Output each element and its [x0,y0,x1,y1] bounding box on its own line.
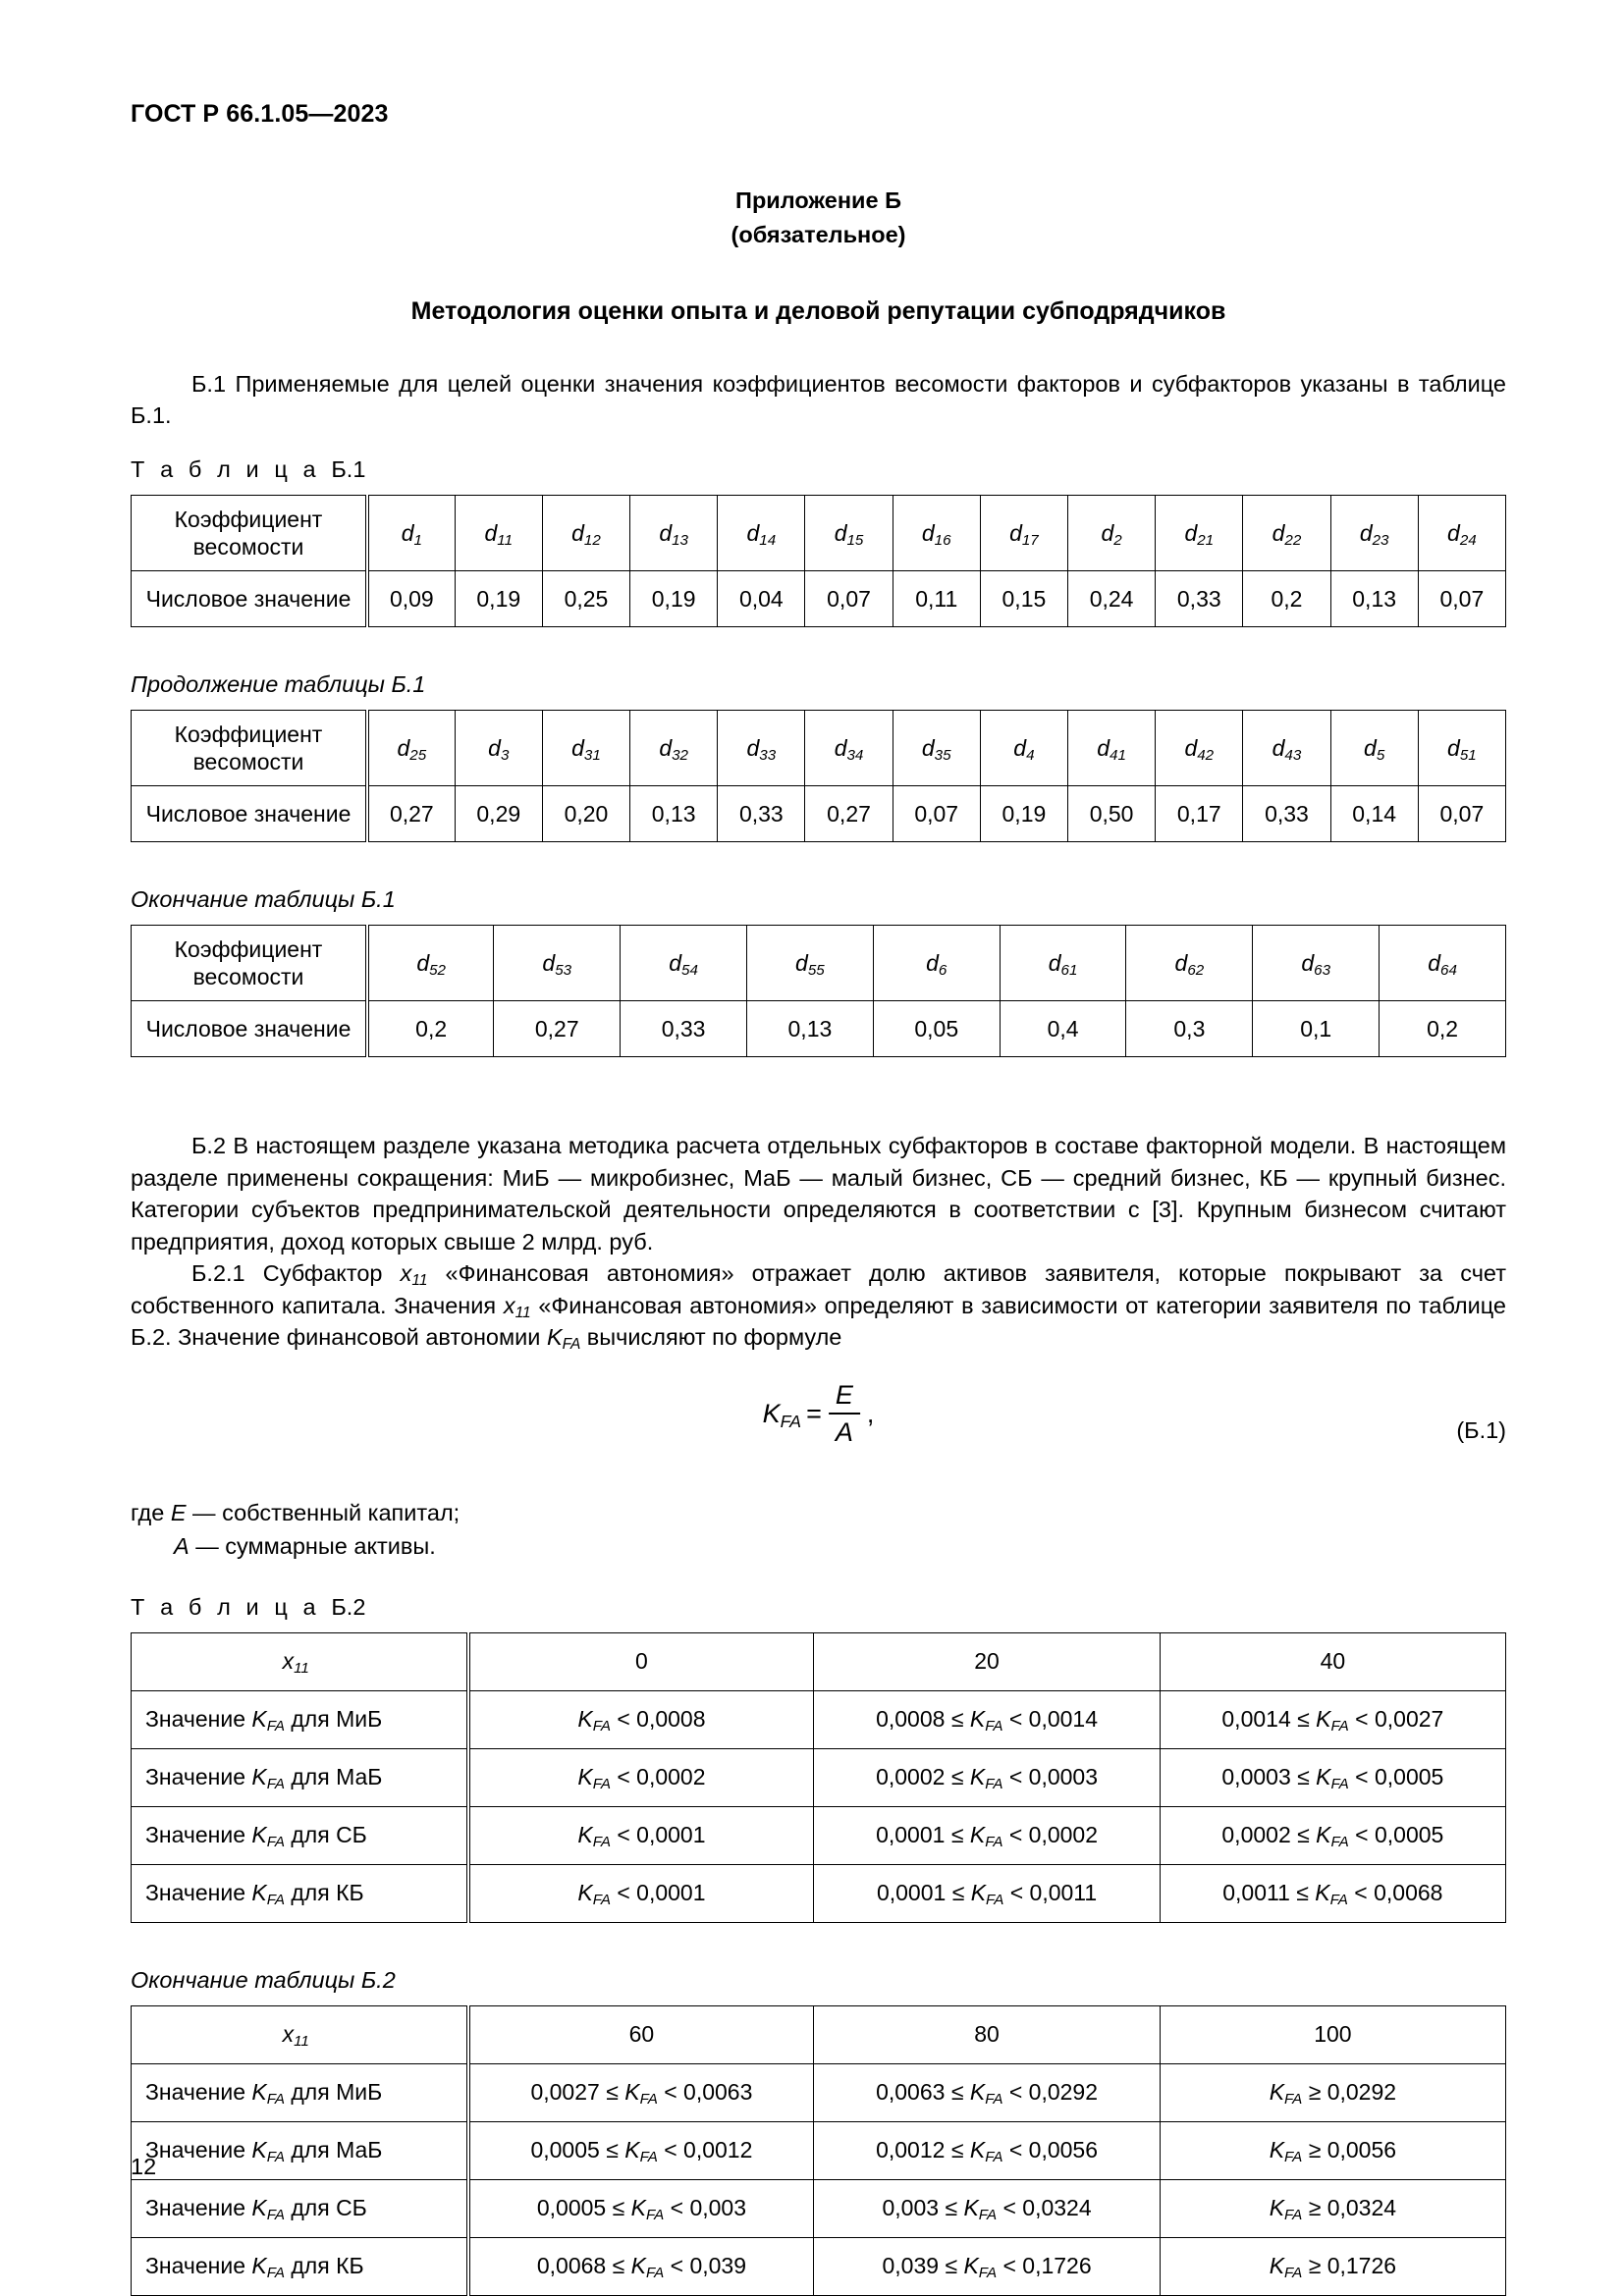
table-b1-value-label: Числовое значение [132,786,368,842]
table-b2-row-label: Значение $K_{FA}$ для МаБ [132,2121,468,2179]
annex-header [131,184,1506,252]
table-cell: $K_{FA} \ge 0,0056$ [1160,2121,1505,2179]
table-b1-col-symbol: $d_{21}$ [1156,496,1243,571]
table-b1-part1 [131,495,1506,627]
symbol-x11: $x_{11}$ [400,1260,428,1290]
table-b1-col-symbol: $d_6$ [873,926,1000,1001]
table-cell: 0,19 [630,571,718,627]
row-label-prefix: Значение [145,1822,252,1848]
table-b1-part3 [131,925,1506,1057]
row-label-prefix: Значение [145,1764,252,1790]
table-cell: $K_{FA} < 0,0001$ [468,1806,814,1864]
table-b1-value-label: Числовое значение [132,571,368,627]
table-cell: 0,04 [718,571,805,627]
table-b2-row-label: Значение $K_{FA}$ для МаБ [132,1748,468,1806]
table-cell: $0,0014 \le K_{FA} < 0,0027$ [1160,1690,1505,1748]
table-b2-row-label: Значение $K_{FA}$ для КБ [132,2237,468,2295]
table-cell: $0,0011 \le K_{FA} < 0,0068$ [1160,1864,1505,1922]
table-b1-col-symbol: $d_{15}$ [805,496,893,571]
table-row [132,711,1506,786]
row-label-prefix: Значение [145,2253,252,2279]
table-cell: $K_{FA} \ge 0,0324$ [1160,2179,1505,2237]
symbol-x11: $x_{11}$ [503,1292,531,1321]
row-label-prefix: Значение [145,2137,252,2163]
table-b2-part1 [131,1632,1506,1923]
paragraph-b21-part1: Б.2.1 Субфактор [191,1260,401,1287]
table-b2-row-label: Значение $K_{FA}$ для СБ [132,2179,468,2237]
table-b1-col-symbol: $d_{13}$ [630,496,718,571]
table-b1-caption [131,455,1506,483]
table-b1-header-label: Коэффициент весомости [132,926,368,1001]
table-cell: 0,07 [893,786,980,842]
table-cell: $K_{FA} \ge 0,1726$ [1160,2237,1505,2295]
table-b1-col-symbol: $d_{23}$ [1330,496,1418,571]
table-b1-col-symbol: $d_{54}$ [621,926,747,1001]
table-b1-col-symbol: $d_{11}$ [455,496,542,571]
paragraph-b1: Б.1 Применяемые для целей оценки значения коэффициентов весомости факторов и субфакторов указаны в таблице Б.1. [131,371,1506,429]
table-row [132,1001,1506,1057]
table-cell: 0,19 [980,786,1067,842]
table-cell: $0,0008 \le K_{FA} < 0,0014$ [814,1690,1160,1748]
table-cell: $0,0001 \le K_{FA} < 0,0011$ [814,1864,1160,1922]
table-cell: $0,0068 \le K_{FA} < 0,039$ [468,2237,814,2295]
table-b2-caption [131,1593,1506,1621]
row-label-suffix: для КБ [285,1880,364,1906]
table-cell: 0,27 [805,786,893,842]
table-cell: 0,27 [367,786,455,842]
page-number: 12 [131,2154,157,2179]
table-b1-header-label: Коэффициент весомости [132,496,368,571]
where-symbol-a: A [174,1533,189,1560]
where-block [131,1496,1506,1563]
table-cell: 0,07 [1418,571,1505,627]
table-cell: 0,4 [1000,1001,1126,1057]
table-cell: 0,07 [1418,786,1505,842]
table-row [132,2237,1506,2295]
row-label-prefix: Значение [145,2195,252,2221]
formula-number: (Б.1) [1456,1417,1506,1444]
paragraph-b21-part2: «Финансовая автономия» отражает долю активов заявителя, которые покрывают за счет собственного капитала. Значения [131,1260,1506,1318]
row-label-suffix: для МиБ [285,1706,383,1733]
table-b1-caption-prefix: Т а б л и ц а [131,455,321,482]
table-cell: 0,13 [1330,571,1418,627]
table-cell: 0,24 [1068,571,1156,627]
row-label-suffix: для МаБ [285,1764,383,1790]
paragraph-b2: Б.2 В настоящем разделе указана методика расчета отдельных субфакторов в составе факторной модели. В настоящем разделе применены сокращения: МиБ — микробизнес, МаБ — малый бизнес, СБ — средний бизнес, КБ — крупный бизнес. Категории субъектов предпринимательской деятельности определяются в соответствии с [3]. Крупным бизнесом считают предприятия, доход которых свыше 2 млрд. руб. [131,1133,1506,1255]
table-cell: 0,13 [630,786,718,842]
table-cell: $0,039 \le K_{FA} < 0,1726$ [814,2237,1160,2295]
annex-status: (обязательное) [731,221,906,247]
table-b1-col-symbol: $d_{52}$ [367,926,494,1001]
row-label-prefix: Значение [145,2079,252,2106]
paragraph-b21-part4: вычисляют по формуле [580,1323,842,1350]
table-b2-column-header: 60 [468,2005,814,2063]
table-b2-row-label: Значение $K_{FA}$ для МиБ [132,2063,468,2121]
table-row [132,1748,1506,1806]
table-b2-column-header: 40 [1160,1632,1505,1690]
table-b2-caption-name: Б.2 [331,1593,366,1620]
annex-label: Приложение Б [735,187,901,213]
table-cell: 0,33 [1243,786,1330,842]
table-b1-col-symbol: $d_{62}$ [1126,926,1253,1001]
table-b1-col-symbol: $d_{33}$ [718,711,805,786]
table-b1-col-symbol: $d_{14}$ [718,496,805,571]
table-b2-column-header: 20 [814,1632,1160,1690]
where-line-2 [131,1529,1506,1563]
table-b1-continuation-caption: Продолжение таблицы Б.1 [131,671,426,698]
table-b1-col-symbol: $d_{55}$ [746,926,873,1001]
table-row [132,2063,1506,2121]
table-b1-col-symbol: $d_{53}$ [494,926,621,1001]
table-cell: $0,0063 \le K_{FA} < 0,0292$ [814,2063,1160,2121]
table-cell: $0,0001 \le K_{FA} < 0,0002$ [814,1806,1160,1864]
table-cell: 0,14 [1330,786,1418,842]
table-row [132,2005,1506,2063]
table-cell: $0,0005 \le K_{FA} < 0,0012$ [468,2121,814,2179]
table-b1-col-symbol: $d_{25}$ [367,711,455,786]
table-cell: 0,15 [980,571,1067,627]
table-cell: 0,2 [1380,1001,1506,1057]
running-head: ГОСТ Р 66.1.05—2023 [131,100,389,128]
table-cell: 0,17 [1156,786,1243,842]
row-label-prefix: Значение [145,1880,252,1906]
table-cell: $0,0002 \le K_{FA} < 0,0005$ [1160,1806,1505,1864]
table-cell: 0,05 [873,1001,1000,1057]
table-cell: 0,50 [1068,786,1156,842]
where-intro: где [131,1500,171,1526]
table-b1-col-symbol: $d_1$ [367,496,455,571]
where-definition-a: — суммарные активы. [189,1533,436,1560]
table-cell: $K_{FA} \ge 0,0292$ [1160,2063,1505,2121]
table-cell: 0,29 [455,786,542,842]
formula-b1 [763,1380,875,1448]
table-cell: 0,25 [542,571,629,627]
table-b2-part2 [131,2005,1506,2296]
table-b1-end-caption: Окончание таблицы Б.1 [131,886,396,913]
formula-denominator: A [829,1413,860,1448]
table-cell: 0,33 [1156,571,1243,627]
formula-fraction [829,1380,860,1448]
table-b1-value-label: Числовое значение [132,1001,368,1057]
table-row [132,2179,1506,2237]
row-label-suffix: для СБ [285,1822,367,1848]
table-b1-col-symbol: $d_{24}$ [1418,496,1505,571]
formula-b1-row [131,1380,1506,1470]
paragraph-b21 [131,1257,1506,1353]
table-cell: 0,13 [746,1001,873,1057]
table-b1-col-symbol: $d_3$ [455,711,542,786]
row-label-prefix: Значение [145,1706,252,1733]
row-label-suffix: для СБ [285,2195,367,2221]
table-cell: $0,0027 \le K_{FA} < 0,0063$ [468,2063,814,2121]
table-b2-caption-prefix: Т а б л и ц а [131,1593,321,1620]
formula-numerator: E [835,1380,853,1411]
table-b1-col-symbol: $d_{16}$ [893,496,980,571]
table-row [132,786,1506,842]
table-b1-col-symbol: $d_{63}$ [1253,926,1380,1001]
table-b1-col-symbol: $d_{12}$ [542,496,629,571]
table-cell: 0,33 [621,1001,747,1057]
table-b1-col-symbol: $d_{43}$ [1243,711,1330,786]
table-b1-part2 [131,710,1506,842]
table-cell: 0,3 [1126,1001,1253,1057]
table-b2-row-label: Значение $K_{FA}$ для МиБ [132,1690,468,1748]
table-b1-col-symbol: $d_{35}$ [893,711,980,786]
paragraph-b21-part3: «Финансовая автономия» определяют в зависимости от категории заявителя по таблице Б.2. Значение финансовой автономии [131,1292,1506,1350]
table-cell: $K_{FA} < 0,0008$ [468,1690,814,1748]
table-cell: $0,0003 \le K_{FA} < 0,0005$ [1160,1748,1505,1806]
spacer [131,1923,1506,1966]
formula-comma: , [866,1399,875,1429]
table-row [132,1690,1506,1748]
table-cell: $K_{FA} < 0,0001$ [468,1864,814,1922]
table-b2-end-caption: Окончание таблицы Б.2 [131,1966,396,1993]
table-cell: $K_{FA} < 0,0002$ [468,1748,814,1806]
table-b2-corner: $x_{11}$ [132,2005,468,2063]
table-b1-col-symbol: $d_{51}$ [1418,711,1505,786]
table-cell: $0,003 \le K_{FA} < 0,0324$ [814,2179,1160,2237]
table-b2-column-header: 80 [814,2005,1160,2063]
paragraph-b1-group [131,368,1506,432]
table-b2-row-label: Значение $K_{FA}$ для КБ [132,1864,468,1922]
annex-title: Методология оценки опыта и деловой репутации субподрядчиков [410,296,1226,325]
table-cell: 0,1 [1253,1001,1380,1057]
table-b1-caption-name: Б.1 [331,455,366,482]
table-b1-col-symbol: $d_{17}$ [980,496,1067,571]
table-b2-row-label: Значение $K_{FA}$ для СБ [132,1806,468,1864]
formula-lhs: $K_{FA}$ [762,1399,802,1432]
table-b1-col-symbol: $d_{41}$ [1068,711,1156,786]
table-b1-col-symbol: $d_4$ [980,711,1067,786]
table-cell: 0,11 [893,571,980,627]
table-cell: 0,09 [367,571,455,627]
table-b1-col-symbol: $d_2$ [1068,496,1156,571]
table-cell: 0,33 [718,786,805,842]
spacer [131,1100,1506,1130]
table-row [132,2121,1506,2179]
table-row [132,571,1506,627]
table-row [132,926,1506,1001]
table-row [132,1632,1506,1690]
table-b1-col-symbol: $d_{64}$ [1380,926,1506,1001]
table-cell: $0,0012 \le K_{FA} < 0,0056$ [814,2121,1160,2179]
table-b1-col-symbol: $d_5$ [1330,711,1418,786]
table-b1-col-symbol: $d_{42}$ [1156,711,1243,786]
table-b1-header-label: Коэффициент весомости [132,711,368,786]
table-row [132,1806,1506,1864]
row-label-suffix: для МиБ [285,2079,383,2106]
where-symbol-e: E [170,1500,187,1526]
formula-equals: = [806,1399,822,1429]
symbol-kfa: $K_{FA}$ [546,1323,581,1353]
table-cell: $0,0002 \le K_{FA} < 0,0003$ [814,1748,1160,1806]
table-cell: $0,0005 \le K_{FA} < 0,003$ [468,2179,814,2237]
table-b2-column-header: 100 [1160,2005,1505,2063]
table-b1-col-symbol: $d_{22}$ [1243,496,1330,571]
table-b1-col-symbol: $d_{61}$ [1000,926,1126,1001]
table-b1-col-symbol: $d_{34}$ [805,711,893,786]
row-label-suffix: для КБ [285,2253,364,2279]
table-cell: 0,2 [1243,571,1330,627]
row-label-suffix: для МаБ [285,2137,383,2163]
table-cell: 0,27 [494,1001,621,1057]
table-b1-col-symbol: $d_{32}$ [630,711,718,786]
table-cell: 0,19 [455,571,542,627]
table-b1-col-symbol: $d_{31}$ [542,711,629,786]
table-row [132,496,1506,571]
table-cell: 0,2 [367,1001,494,1057]
where-definition-e: — собственный капитал; [186,1500,460,1526]
table-b2-column-header: 0 [468,1632,814,1690]
table-cell: 0,07 [805,571,893,627]
table-cell: 0,20 [542,786,629,842]
table-row [132,1864,1506,1922]
table-b2-corner: $x_{11}$ [132,1632,468,1690]
